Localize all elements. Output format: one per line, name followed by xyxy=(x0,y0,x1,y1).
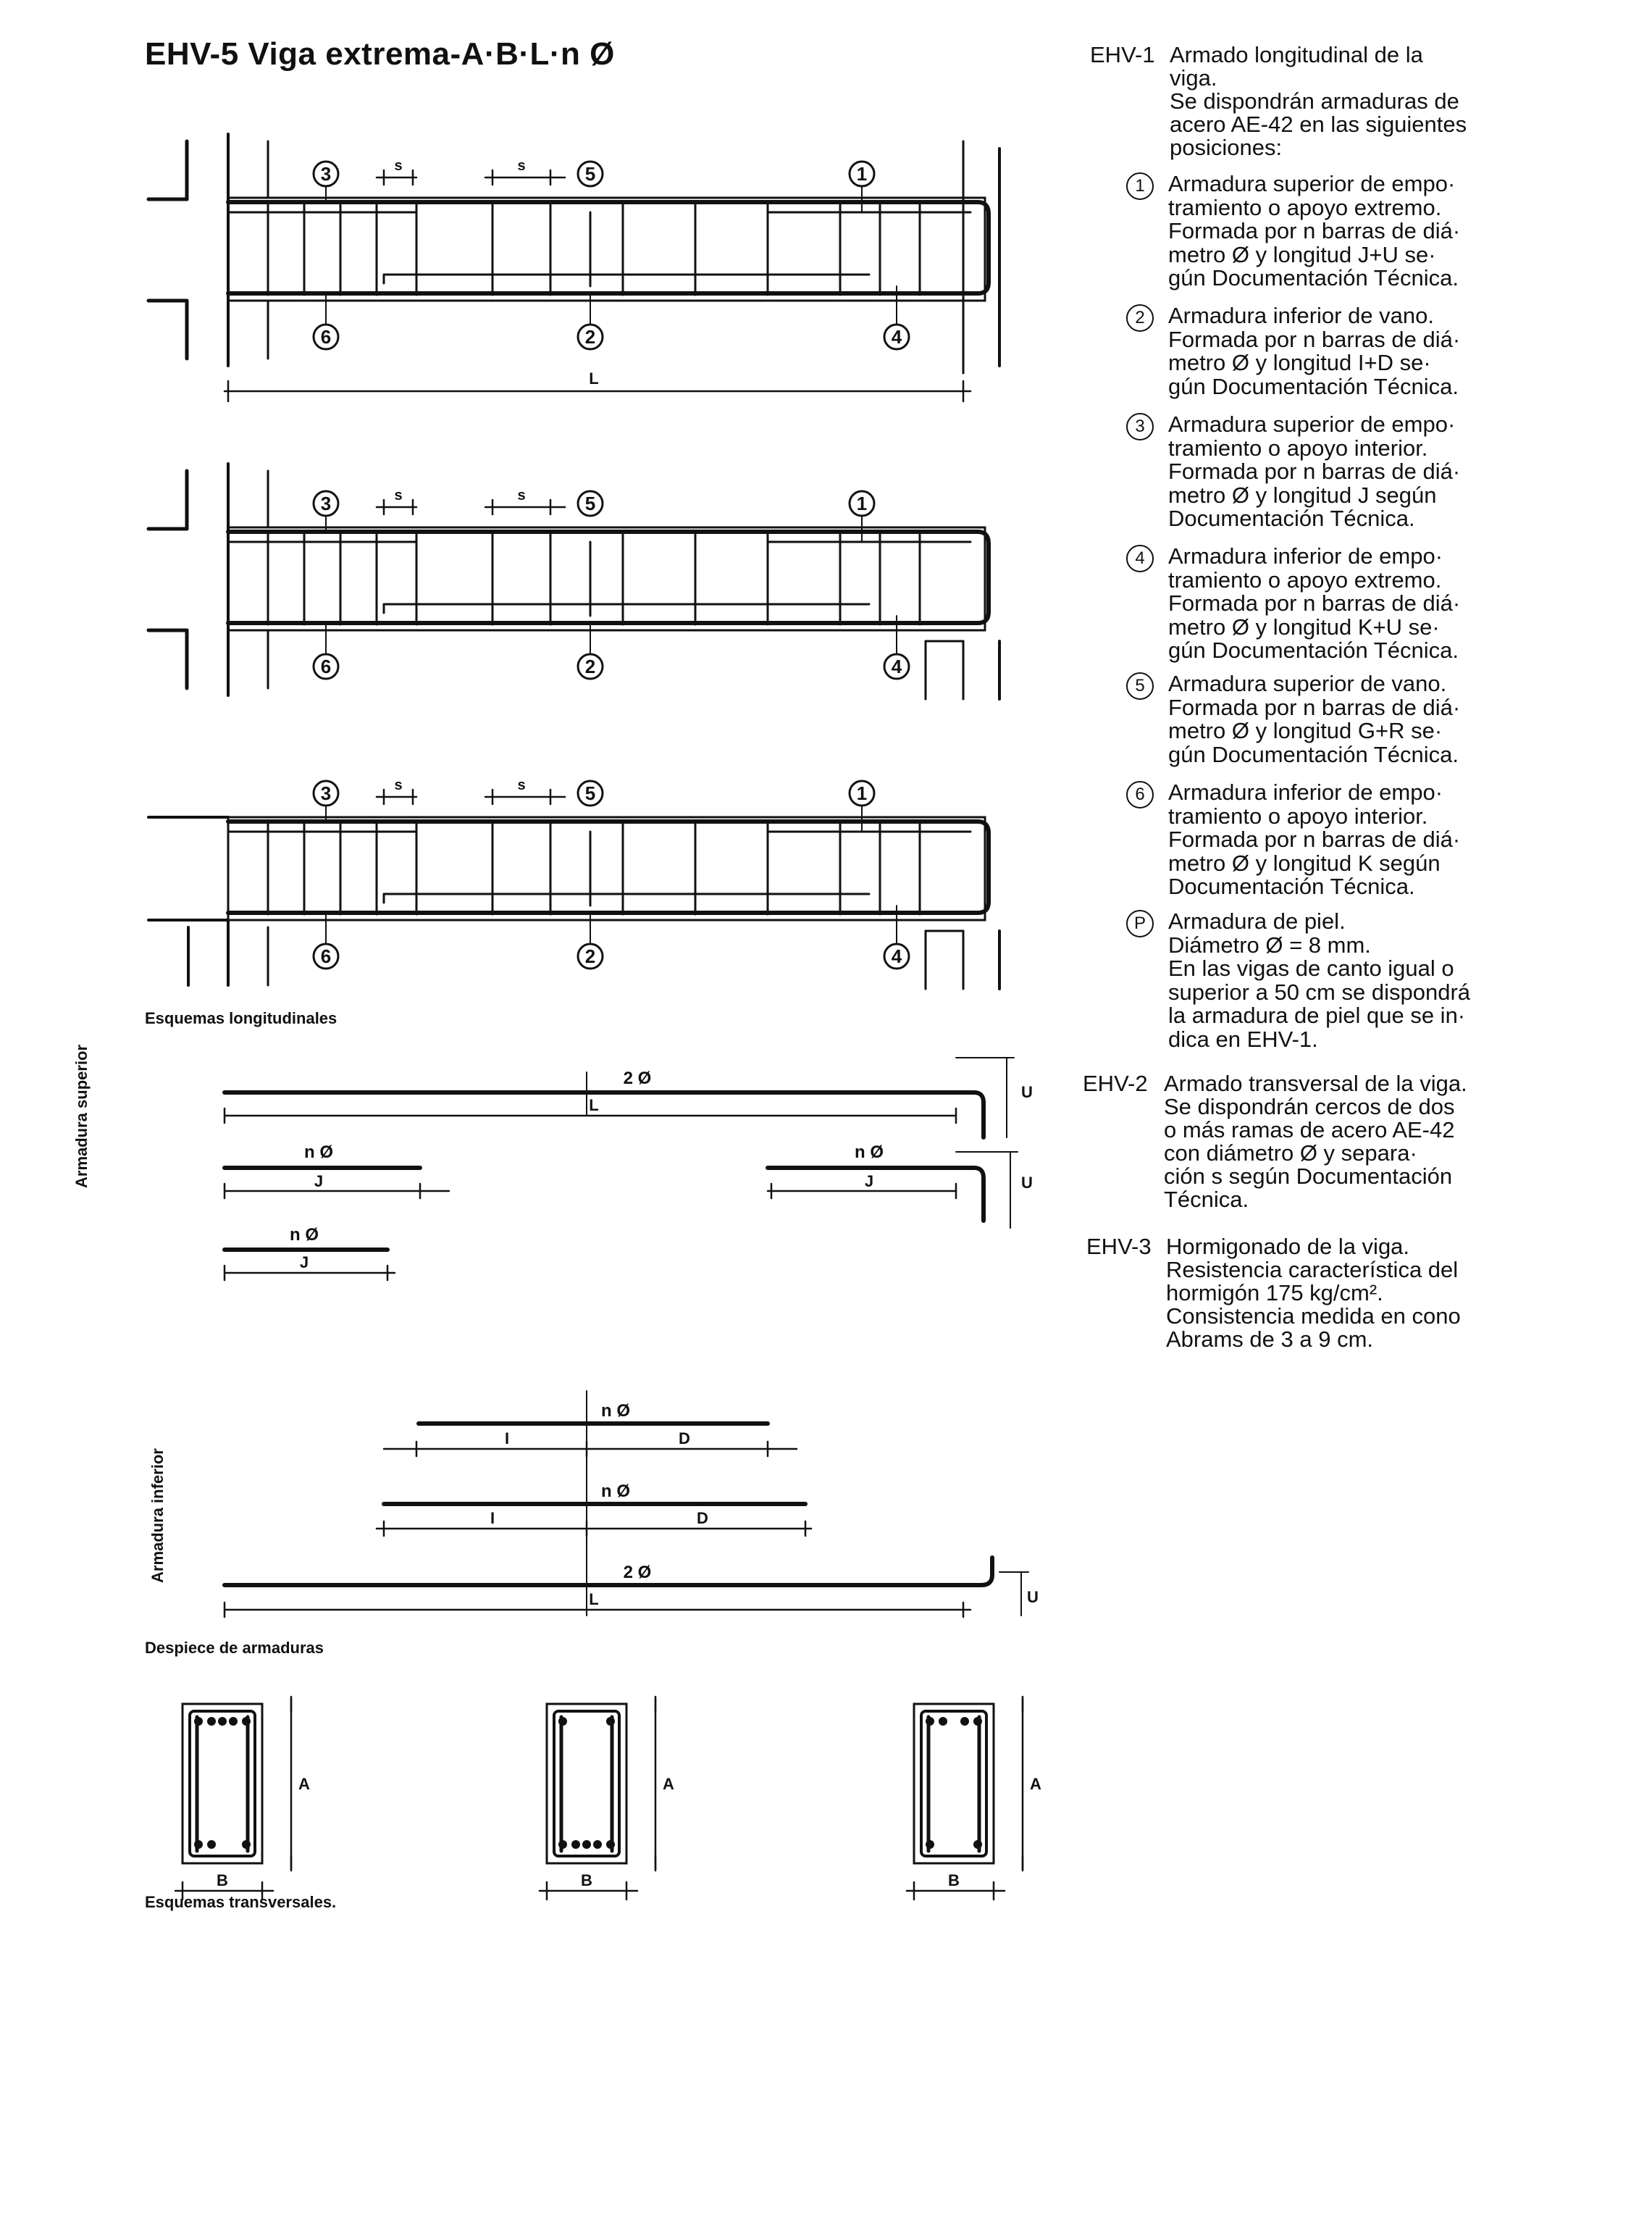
spec-line: Técnica. xyxy=(1164,1187,1249,1212)
position-marker: 5 xyxy=(1126,672,1154,700)
spec-item-line: Armadura superior de vano. xyxy=(1168,671,1447,696)
position-marker-label: 6 xyxy=(320,656,332,677)
bar-label: 2 Ø xyxy=(623,1563,652,1582)
side-label-superior: Armadura superior xyxy=(72,1044,91,1188)
despiece-inferior xyxy=(225,1391,1039,1617)
rebar xyxy=(194,1840,203,1849)
spec-code: EHV-2 xyxy=(1083,1071,1148,1096)
position-marker: 2 xyxy=(1126,304,1154,332)
dimension-label: L xyxy=(589,369,599,388)
spec-line: Armado longitudinal de la xyxy=(1170,42,1423,67)
side-label-inferior: Armadura inferior xyxy=(148,1448,167,1583)
spec-item-line: En las vigas de canto igual o xyxy=(1168,956,1454,981)
position-marker-label: 2 xyxy=(584,656,596,677)
spacing-label: s xyxy=(517,488,526,503)
spacing-label: s xyxy=(394,158,403,174)
rebar xyxy=(571,1840,580,1849)
position-marker-label: 3 xyxy=(320,163,332,185)
dimension-label: J xyxy=(299,1253,309,1271)
spec-item-line: tramiento o apoyo extremo. xyxy=(1168,567,1442,593)
spec-item-line: tramiento o apoyo extremo. xyxy=(1168,194,1442,220)
position-marker-label: 5 xyxy=(584,782,596,804)
rebar xyxy=(973,1717,982,1726)
spec-line: ción s según Documentación xyxy=(1164,1163,1453,1189)
position-marker: P xyxy=(1126,910,1154,937)
dimension-label: B xyxy=(948,1871,960,1889)
dimension-label: J xyxy=(314,1172,324,1190)
spec-line: posiciones: xyxy=(1170,135,1283,160)
spec-line: o más ramas de acero AE-42 xyxy=(1164,1117,1455,1142)
bar-label: n Ø xyxy=(290,1225,319,1245)
spec-item-line: gún Documentación Técnica. xyxy=(1168,373,1459,399)
bottom-bar xyxy=(228,590,989,623)
spec-item-line: gún Documentación Técnica. xyxy=(1168,265,1459,291)
spec-line: Se dispondrán cercos de dos xyxy=(1164,1094,1455,1119)
position-marker-label: 2 xyxy=(584,326,596,348)
spec-item-line: tramiento o apoyo interior. xyxy=(1168,803,1428,829)
spec-item-line: Documentación Técnica. xyxy=(1168,506,1415,531)
rebar xyxy=(242,1840,251,1849)
rebar xyxy=(229,1717,238,1726)
spec-item-line: metro Ø y longitud K según xyxy=(1168,850,1441,876)
spacing-label: s xyxy=(517,158,526,174)
position-marker-label: 4 xyxy=(891,326,902,348)
spec-line: con diámetro Ø y separa· xyxy=(1164,1140,1417,1166)
spec-item-line: metro Ø y longitud J según xyxy=(1168,482,1437,508)
section-outline xyxy=(914,1704,994,1863)
spec-code: EHV-3 xyxy=(1086,1234,1152,1259)
dimension-label: L xyxy=(589,1096,599,1114)
spec-item-line: Formada por n barras de diá· xyxy=(1168,590,1461,616)
spec-line: viga. xyxy=(1170,65,1217,91)
spec-item-line: Formada por n barras de diá· xyxy=(1168,694,1461,720)
rebar xyxy=(593,1840,602,1849)
section-outline xyxy=(183,1704,262,1863)
rebar xyxy=(606,1717,615,1726)
spec-line: hormigón 175 kg/cm². xyxy=(1166,1280,1383,1305)
spec-line: Armado transversal de la viga. xyxy=(1164,1071,1467,1096)
position-marker-label: 1 xyxy=(856,782,868,804)
spec-item-line: metro Ø y longitud K+U se· xyxy=(1168,614,1440,640)
rebar xyxy=(939,1717,947,1726)
spec-item-line: Diámetro Ø = 8 mm. xyxy=(1168,932,1371,958)
stirrup-outline xyxy=(190,1711,255,1856)
rebar xyxy=(194,1717,203,1726)
stirrup-outline xyxy=(921,1711,986,1856)
rebar xyxy=(242,1717,251,1726)
spec-line: Consistencia medida en cono xyxy=(1166,1303,1461,1329)
top-support-bar xyxy=(768,212,970,227)
spec-item-line: Armadura inferior de empo· xyxy=(1168,543,1443,569)
bottom-bar xyxy=(228,261,989,293)
bar-label: n Ø xyxy=(601,1482,630,1501)
spec-item-line: Formada por n barras de diá· xyxy=(1168,459,1461,484)
spacing-label: s xyxy=(394,777,403,793)
spacing-label: s xyxy=(394,488,403,503)
top-support-bar xyxy=(768,542,970,556)
spec-line: Se dispondrán armaduras de xyxy=(1170,88,1459,114)
spec-item-line: la armadura de piel que se in· xyxy=(1168,1003,1466,1028)
dimension-label: I xyxy=(490,1509,495,1527)
position-marker: 6 xyxy=(1126,781,1154,808)
spec-item-line: gún Documentación Técnica. xyxy=(1168,638,1459,663)
spec-item-line: gún Documentación Técnica. xyxy=(1168,741,1459,767)
spec-item-line: Armadura de piel. xyxy=(1168,908,1346,934)
dimension-label: I xyxy=(504,1429,510,1447)
dimension-label: L xyxy=(589,1590,599,1608)
spec-line: Hormigonado de la viga. xyxy=(1166,1234,1410,1259)
rebar xyxy=(207,1717,216,1726)
rebar xyxy=(558,1717,567,1726)
rebar xyxy=(973,1840,982,1849)
rebar xyxy=(558,1840,567,1849)
caption-transversal: Esquemas transversales. xyxy=(145,1893,337,1911)
bar-label: n Ø xyxy=(304,1142,333,1162)
cross-section xyxy=(540,1697,674,1900)
section-outline xyxy=(547,1704,626,1863)
page-title: EHV-5 Viga extrema-A·B·L·n Ø xyxy=(145,36,615,72)
position-marker-label: 4 xyxy=(891,656,902,677)
bottom-bar-inner xyxy=(384,894,869,903)
position-marker-label: 1 xyxy=(856,163,868,185)
rebar xyxy=(926,1717,934,1726)
spec-item-line: Formada por n barras de diá· xyxy=(1168,827,1461,852)
longitudinal-scheme xyxy=(148,134,999,401)
position-marker: 1 xyxy=(1126,172,1154,200)
dimension-label: A xyxy=(298,1775,310,1793)
spec-line: Resistencia característica del xyxy=(1166,1257,1459,1282)
top-support-bar xyxy=(228,832,416,846)
top-support-bar xyxy=(768,832,970,846)
dimension-label: A xyxy=(1030,1775,1041,1793)
bar-label: n Ø xyxy=(855,1142,884,1162)
spec-item-line: Armadura inferior de vano. xyxy=(1168,303,1435,328)
bottom-bar-2phi xyxy=(225,1558,992,1585)
position-marker-label: 3 xyxy=(320,782,332,804)
position-marker-label: 2 xyxy=(584,945,596,967)
spec-item-line: dica en EHV-1. xyxy=(1168,1026,1318,1052)
dimension-label: U xyxy=(1021,1174,1033,1192)
cross-section xyxy=(907,1697,1041,1900)
rebar xyxy=(218,1717,227,1726)
spec-item-line: Armadura inferior de empo· xyxy=(1168,780,1443,805)
position-marker: 4 xyxy=(1126,545,1154,572)
top-support-bar-right xyxy=(768,1168,984,1221)
top-bar xyxy=(228,202,989,262)
despiece-superior xyxy=(225,1058,1033,1280)
longitudinal-scheme xyxy=(148,464,999,699)
position-marker-label: 4 xyxy=(891,945,902,967)
position-marker-label: 1 xyxy=(856,493,868,514)
position-marker-label: 5 xyxy=(584,163,596,185)
position-marker: 3 xyxy=(1126,413,1154,440)
caption-longitudinal: Esquemas longitudinales xyxy=(145,1009,337,1027)
dimension-label: U xyxy=(1021,1083,1033,1101)
position-marker-label: 3 xyxy=(320,493,332,514)
dimension-label: D xyxy=(679,1429,690,1447)
rebar xyxy=(926,1840,934,1849)
cross-section xyxy=(175,1697,310,1900)
position-marker-label: 5 xyxy=(584,493,596,514)
spec-item-line: superior a 50 cm se dispondrá xyxy=(1168,979,1471,1005)
rebar xyxy=(606,1840,615,1849)
spec-item-line: Formada por n barras de diá· xyxy=(1168,218,1461,243)
spec-item-line: Documentación Técnica. xyxy=(1168,874,1415,899)
dimension-label: U xyxy=(1027,1588,1039,1606)
spec-line: Abrams de 3 a 9 cm. xyxy=(1166,1326,1374,1352)
spec-item-line: tramiento o apoyo interior. xyxy=(1168,435,1428,461)
dimension-label: B xyxy=(217,1871,228,1889)
bottom-bar-inner xyxy=(384,275,869,283)
spec-item-line: metro Ø y longitud G+R se· xyxy=(1168,718,1443,743)
rebar xyxy=(582,1840,591,1849)
spec-item-line: metro Ø y longitud I+D se· xyxy=(1168,350,1431,375)
top-bar xyxy=(228,822,989,881)
position-marker-label: 6 xyxy=(320,326,332,348)
top-support-bar xyxy=(228,212,416,227)
bar-label: 2 Ø xyxy=(623,1069,652,1088)
spacing-label: s xyxy=(517,777,526,793)
spec-item-line: Armadura superior de empo· xyxy=(1168,411,1456,437)
bottom-bar-inner xyxy=(384,604,869,613)
stirrup-outline xyxy=(554,1711,619,1856)
dimension-label: A xyxy=(663,1775,674,1793)
spec-line: acero AE-42 en las siguientes xyxy=(1170,112,1467,137)
spec-item-line: Formada por n barras de diá· xyxy=(1168,326,1461,352)
dimension-label: J xyxy=(864,1172,874,1190)
dimension-label: D xyxy=(697,1509,708,1527)
top-bar xyxy=(228,532,989,591)
bottom-bar xyxy=(228,880,989,913)
spec-item-line: metro Ø y longitud J+U se· xyxy=(1168,241,1436,267)
dimension-label: B xyxy=(581,1871,592,1889)
spec-item-line: Armadura superior de empo· xyxy=(1168,171,1456,196)
spec-code: EHV-1 xyxy=(1090,42,1155,67)
longitudinal-scheme xyxy=(148,777,999,989)
bar-label: n Ø xyxy=(601,1401,630,1421)
top-support-bar xyxy=(228,542,416,556)
caption-despiece: Despiece de armaduras xyxy=(145,1639,324,1657)
rebar xyxy=(207,1840,216,1849)
position-marker-label: 6 xyxy=(320,945,332,967)
rebar xyxy=(960,1717,969,1726)
